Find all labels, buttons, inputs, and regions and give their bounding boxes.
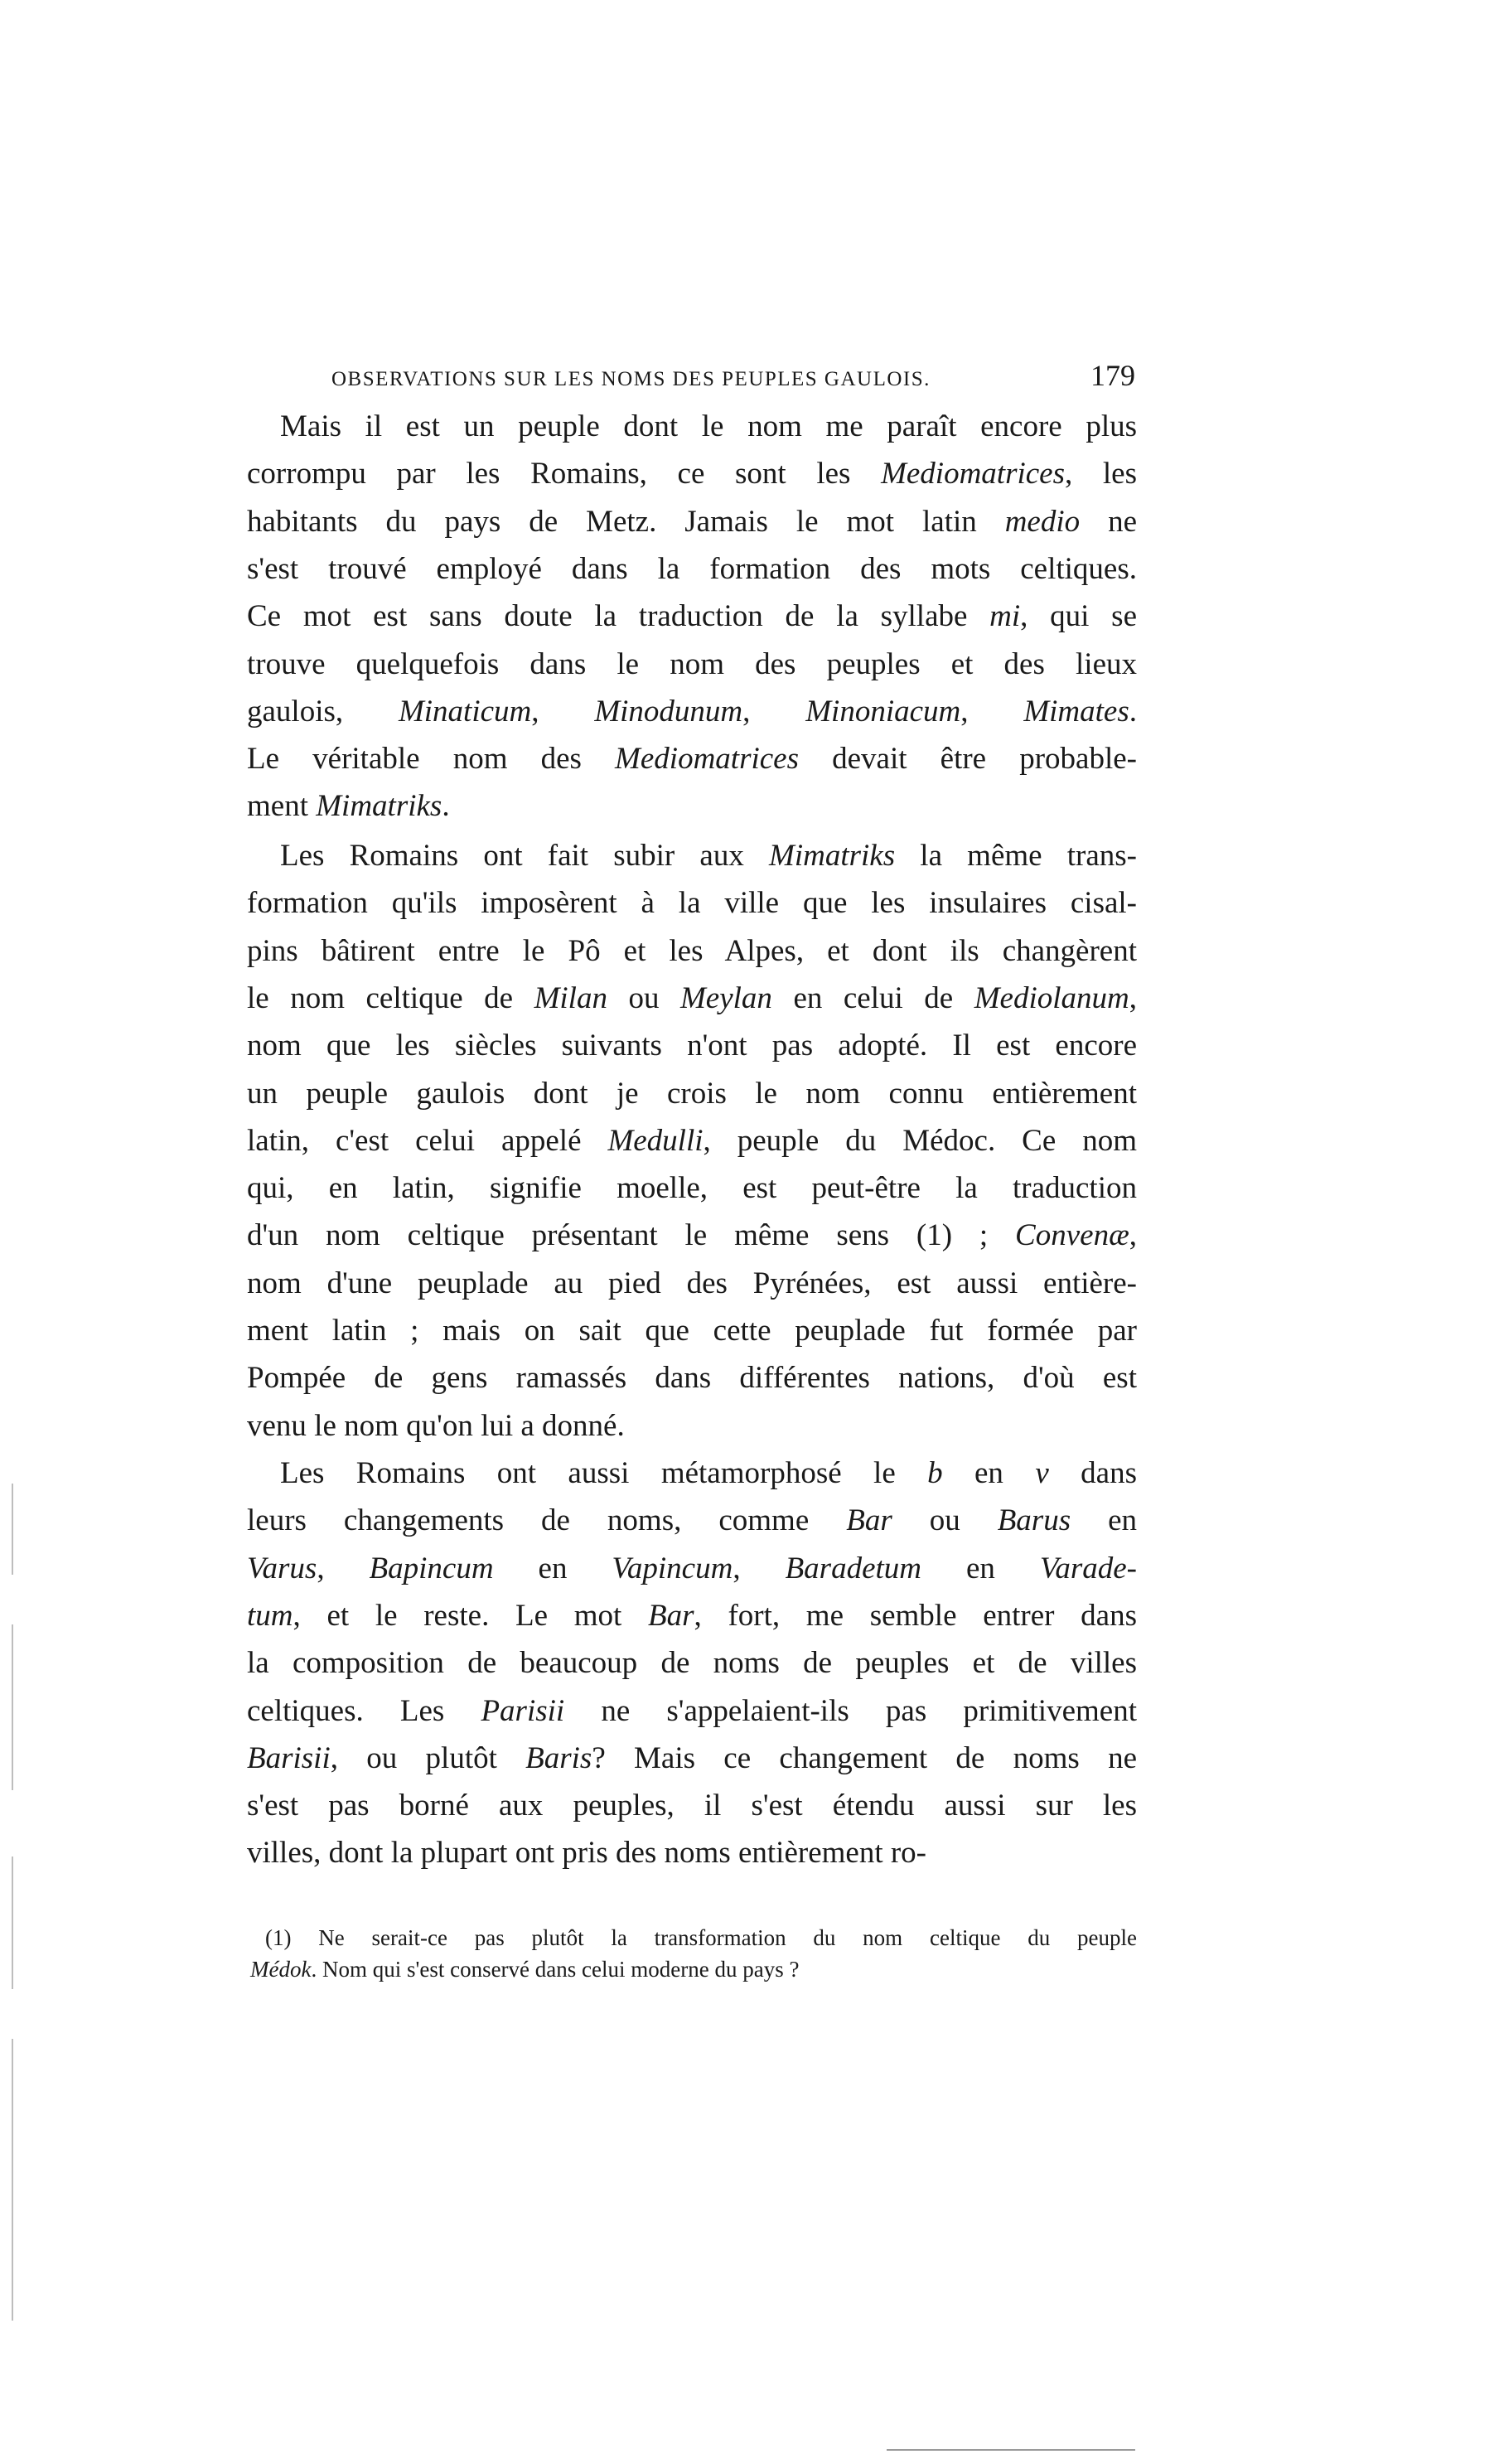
text-line [247,1070,1137,1117]
text-line [247,593,1137,640]
footnote-segment: . Nom qui s'est conservé dans celui moderne du pays ? [311,1957,800,1982]
text-segment: ou [607,980,680,1015]
scan-margin-mark [12,1624,13,1790]
text-line [247,1639,1137,1687]
italic-term: Bar [846,1503,892,1538]
italic-term: Varade- [1039,1551,1137,1585]
text-segment: pins bâtirent entre le Pô et les Alpes, et dont ils changèrent [247,933,1137,968]
text-segment: trouve quelquefois dans le nom des peuples et des lieux [247,646,1137,681]
italic-term: Mediolanum [974,980,1129,1015]
text-segment: en [942,1456,1036,1490]
italic-term: Mimatriks [316,789,442,824]
text-segment: en [921,1551,1040,1585]
text-line [247,1829,1137,1876]
text-segment: gaulois, [247,694,399,729]
italic-term: Bar [648,1598,694,1633]
text-segment: , les [1065,457,1137,491]
text-line [247,1212,1137,1259]
italic-term: Bapincum [369,1551,494,1585]
text-segment: d'un nom celtique présentant le même sens (1) ; [247,1218,1016,1253]
text-segment: qui, en latin, signifie moelle, est peut-être la traduction [247,1171,1137,1206]
text-segment: nom que les siècles suivants n'ont pas adopté. Il est encore [247,1029,1137,1063]
running-header [331,358,1135,393]
text-segment: ne [1080,504,1137,539]
text-segment: le nom celtique de [247,980,534,1015]
text-segment: Ce mot est sans doute la traduction de la syllabe [247,599,990,634]
text-segment: un peuple gaulois dont je crois le nom connu entièrement [247,1076,1137,1111]
italic-term: Mimatriks [769,839,896,873]
scan-margin-mark [12,2039,13,2321]
text-segment: devait être probable- [799,742,1137,777]
text-segment: Les Romains ont fait subir aux [280,839,770,873]
text-segment: , [531,694,595,729]
text-segment: Le véritable nom des [247,742,616,777]
scan-margin-mark [12,1484,13,1575]
italic-term: medio [1004,504,1081,539]
text-segment: ment [247,789,317,824]
italic-term: Minaticum [398,694,532,729]
text-segment: la composition de beaucoup de noms de peuples et de villes [247,1646,1137,1681]
text-line [280,403,1137,450]
text-line [247,1545,1137,1592]
text-line [247,927,1137,975]
text-line [247,641,1137,688]
text-segment: . [1129,694,1137,729]
text-segment: ment latin ; mais on sait que cette peuplade fut formée par [247,1314,1137,1348]
text-segment: , qui se [1020,599,1137,634]
text-line [247,1354,1137,1401]
italic-term: Meylan [679,980,772,1015]
text-segment: Pompée de gens ramassés dans différentes nations, d'où est [247,1361,1137,1396]
text-segment: nom d'une peuplade au pied des Pyrénées, est aussi entière- [247,1266,1137,1300]
text-line [247,1307,1137,1354]
text-segment: en [1071,1503,1137,1538]
text-segment: dans [1048,1456,1137,1490]
text-segment: s'est pas borné aux peuples, il s'est étendu aussi sur les [247,1789,1137,1823]
text-segment: s'est trouvé employé dans la formation des mots celtiques. [247,551,1137,586]
text-line [247,1402,1137,1450]
text-segment: . [442,789,450,824]
italic-term: mi [989,599,1021,634]
text-segment: celtiques. Les [247,1693,481,1728]
text-line [247,1592,1137,1639]
text-line [247,975,1137,1022]
italic-term: Barisii [247,1740,331,1775]
text-segment: villes, dont la plupart ont pris des noms entièrement ro- [247,1836,926,1871]
text-line [247,498,1137,545]
scan-edge-rule [887,2449,1135,2451]
italic-term: v [1035,1456,1049,1490]
text-segment: en celui de [771,980,974,1015]
italic-term: Baradetum [785,1551,921,1585]
text-segment: , ou plutôt [330,1740,526,1775]
text-line [247,1687,1137,1735]
italic-term: Médok [250,1957,312,1982]
text-segment: ne s'appelaient-ils pas primitivement [564,1693,1137,1728]
text-line [247,1117,1137,1164]
text-line [247,688,1137,735]
text-segment: la même trans- [895,839,1137,873]
italic-term: Medulli [607,1123,704,1158]
italic-term: Minodunum [594,694,743,729]
footnote-line [250,1953,1137,1985]
scan-margin-mark [12,1856,13,1989]
italic-term: Vapincum [612,1551,733,1585]
text-line [247,545,1137,593]
text-line [247,1782,1137,1829]
text-segment: , fort, me semble entrer dans [694,1598,1137,1633]
footnote-line [265,1922,1137,1953]
text-line [247,1735,1137,1782]
text-line [247,1260,1137,1307]
running-title: OBSERVATIONS SUR LES NOMS DES PEUPLES GAULOIS. [331,368,931,390]
text-line [280,1450,1137,1497]
italic-term: Baris [525,1740,592,1775]
text-segment: leurs changements de noms, comme [247,1503,847,1538]
text-segment: , [960,694,1024,729]
text-line [247,879,1137,927]
text-segment: corrompu par les Romains, ce sont les [247,457,882,491]
italic-term: Parisii [481,1693,565,1728]
italic-term: Convenæ [1015,1218,1129,1253]
text-line [247,1497,1137,1544]
page-number: 179 [1090,359,1135,392]
text-segment: formation qu'ils imposèrent à la ville que les insulaires cisal- [247,886,1137,921]
italic-term: Barus [997,1503,1071,1538]
text-line [247,1022,1137,1069]
text-segment: , [1129,980,1138,1015]
text-segment: , peuple du Médoc. Ce nom [703,1123,1138,1158]
text-segment: , [1129,1218,1137,1253]
italic-term: b [927,1456,943,1490]
text-line [247,450,1137,497]
italic-term: Mediomatrices [615,742,799,777]
footnote-segment: (1) Ne serait-ce pas plutôt la transformation du nom celtique du peuple [265,1925,1137,1950]
text-segment: ? Mais ce changement de noms ne [592,1740,1137,1775]
italic-term: Milan [534,980,607,1015]
italic-term: Minoniacum [805,694,961,729]
text-segment: , [742,694,806,729]
italic-term: Mimates [1023,694,1129,729]
text-segment: en [493,1551,612,1585]
text-segment: , [317,1551,370,1585]
text-segment: Mais il est un peuple dont le nom me paraît encore plus [280,409,1137,443]
text-segment: ou [892,1503,998,1538]
text-line [280,832,1137,879]
text-segment: venu le nom qu'on lui a donné. [247,1408,625,1443]
text-line [247,735,1137,782]
italic-term: Mediomatrices [881,457,1066,491]
text-segment: Les Romains ont aussi métamorphosé le [280,1456,928,1490]
text-segment: latin, c'est celui appelé [247,1123,608,1158]
italic-term: tum [247,1598,293,1633]
text-segment: , et le reste. Le mot [293,1598,648,1633]
text-line [247,1164,1137,1212]
italic-term: Varus [247,1551,317,1585]
text-line [247,782,1137,830]
text-segment: habitants du pays de Metz. Jamais le mot latin [247,504,1005,539]
text-segment: , [733,1551,786,1585]
